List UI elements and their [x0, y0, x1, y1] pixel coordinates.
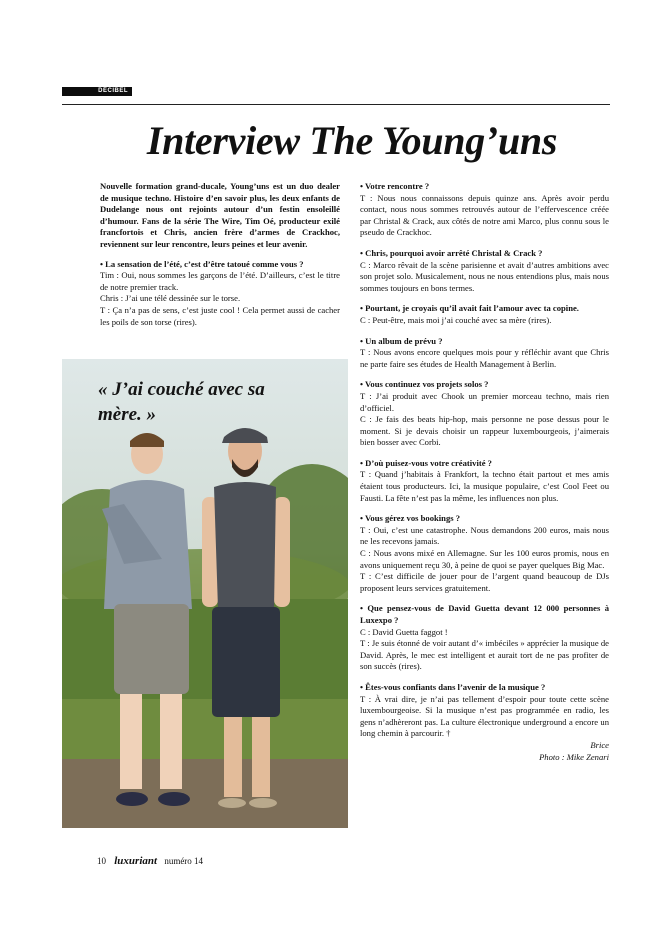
magazine-logo: luxuriant — [114, 855, 158, 867]
qa-block — [360, 379, 609, 449]
answer: C : Nous avons mixé en Allemagne. Sur les 100 euros promis, nous en avons uniquement reçu 30, à peine de quoi se payer quelques Big Mac. — [360, 548, 609, 570]
qa-block — [360, 248, 609, 294]
photo-credit: Photo : Mike Zenari — [539, 751, 609, 762]
left-column — [100, 181, 340, 336]
question: • Vous gérez vos bookings ? — [360, 513, 461, 524]
qa-block — [100, 259, 340, 329]
pull-quote: « J’ai couché avec sa mère. » — [98, 379, 265, 425]
intro-paragraph: Nouvelle formation grand-ducale, Young’uns est un duo dealer de musique techno. Histoire d’en savoir plus, les deux enfants de Dudelange nous ont rejoints autour d’un festin ensoleillé d’humour. Fans de la série The Wire, Tim Oé, producteur exilé francfortois et Chris, ancien frère d’armes de Crackhoc, reviennent sur leur rencontre, leurs peines et leur avenir. — [100, 181, 340, 249]
question: • D’où puisez-vous votre créativité ? — [360, 457, 492, 468]
answer: T : J’ai produit avec Chook un premier morceau techno, mais rien d’officiel. — [360, 390, 609, 413]
band-photo — [62, 359, 348, 828]
question: • Que pensez-vous de David Guetta devant 12 000 personnes à Luxexpo ? — [360, 603, 609, 625]
answer: T : Ça n’a pas de sens, c’est juste cool ! Cela permet aussi de cacher les poils de son torse (rires). — [100, 304, 340, 327]
qa-block — [360, 682, 609, 763]
top-rule — [62, 104, 610, 105]
answer: T : Je suis étonné de voir autant d’« imbéciles » apprécier la musique de David. Après, le mec est intelligent et aurait tort de ne pas profiter de son succès (rires). — [360, 638, 609, 672]
answer: T : Nous nous connaissons depuis quinze ans. Après avoir perdu contact, nous nous sommes retrouvés autour de l’effervescence créée par Christal & Crack, aux côtés de notre ami Marco, plus connu sous le pseudo de Crackhoc. — [360, 192, 609, 238]
qa-block — [360, 458, 609, 504]
page-number: 10 — [97, 856, 106, 866]
question: • Votre rencontre ? — [360, 181, 430, 191]
answer: T : À vrai dire, je n’ai pas tellement d’espoir pour toute cette scène luxembourgeoise. Si la musique n’est pas programmée en radio, les gens n’adhèreront pas. La culture électronique underground a encore un long chemin à parcourir. † — [360, 693, 609, 739]
qa-block — [360, 181, 609, 239]
answer: T : C’est difficile de jouer pour de l’argent quand beaucoup de DJs proposent leurs services gratuitement. — [360, 571, 609, 593]
question: • Chris, pourquoi avoir arrêté Christal & Crack ? — [360, 247, 543, 258]
qa-block — [360, 603, 609, 673]
answer: C : Peut-être, mais moi j’ai couché avec sa mère (rires). — [360, 314, 552, 325]
answer: C : David Guetta faggot ! — [360, 626, 448, 637]
right-column — [360, 181, 609, 763]
qa-block — [360, 336, 609, 371]
answer: T : Quand j’habitais à Frankfort, la techno était partout et mes amis étaient tous producteurs. Ici, la musique populaire, c’est Cool Feet ou Fausti. La fête n’est pas la même, les influences non plus. — [360, 469, 609, 503]
author-credit: Brice — [590, 739, 609, 750]
qa-block — [360, 303, 609, 326]
question: • La sensation de l’été, c’est d’être tatoué comme vous ? — [100, 258, 304, 269]
answer: Chris : J’ai une télé dessinée sur le torse. — [100, 293, 241, 304]
answer: T : Nous avons encore quelques mois pour y réfléchir avant que Chris ne parte faire ses études de Health Management à Berlin. — [360, 347, 609, 369]
question: • Un album de prévu ? — [360, 335, 443, 346]
answer: C : Je fais des beats hip-hop, mais personne ne pose dessus pour le moment. Si je devais choisir un rappeur luxembourgeois, j’aimerais bien bosser avec Corbi. — [360, 414, 609, 448]
band-photo-illustration — [62, 359, 348, 828]
question: • Pourtant, je croyais qu’il avait fait l’amour avec ta copine. — [360, 303, 579, 314]
answer: T : Oui, c’est une catastrophe. Nous demandons 200 euros, mais nous ne les recevons jamais. — [360, 524, 609, 547]
qa-block — [360, 513, 609, 594]
page-footer — [97, 855, 203, 867]
question: • Êtes-vous confiants dans l’avenir de la musique ? — [360, 681, 546, 692]
page-title: Interview The Young’uns — [146, 118, 558, 163]
answer: C : Marco rêvait de la scène parisienne et avait d’autres ambitions avec son projet solo. Musicalement, nous ne nous entendions plus, mais nous sommes toujours en bons termes. — [360, 259, 609, 293]
section-tag: DÉCIBEL — [62, 87, 132, 96]
answer: Tim : Oui, nous sommes les garçons de l’été. D’ailleurs, c’est le titre de notre premier track. — [100, 270, 340, 292]
issue-number: numéro 14 — [164, 856, 204, 866]
question: • Vous continuez vos projets solos ? — [360, 379, 489, 390]
